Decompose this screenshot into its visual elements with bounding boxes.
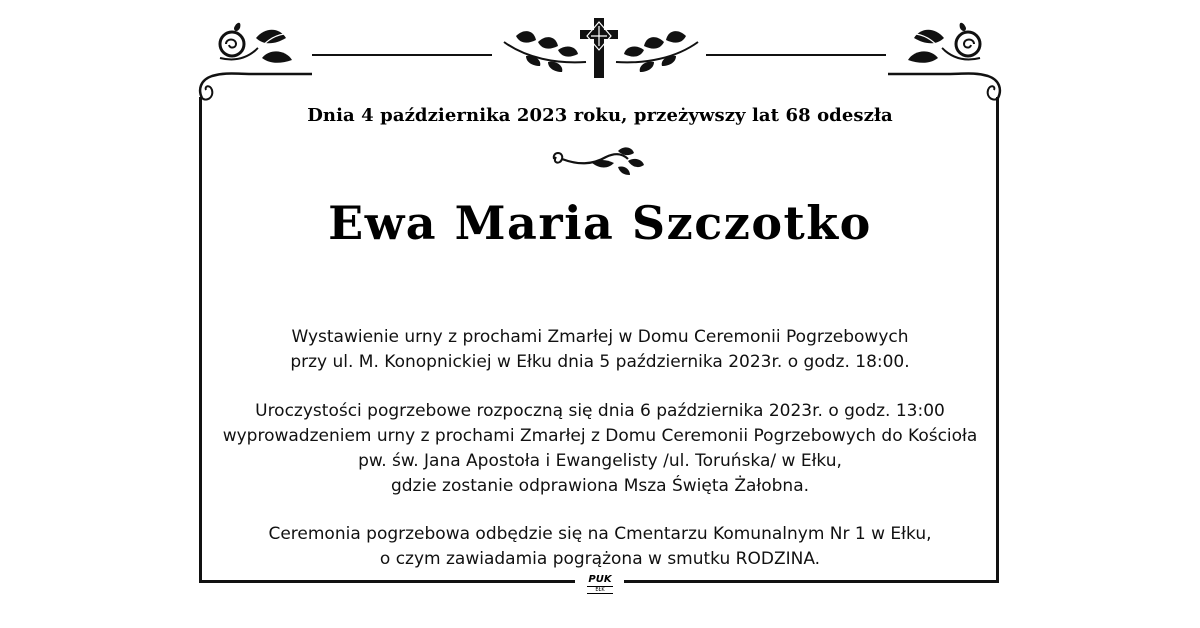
paragraph-line: wyprowadzeniem urny z prochami Zmarłej z Domu Ceremonii Pogrzebowych do Kościoła <box>222 426 978 446</box>
deceased-name: Ewa Maria Szczotko <box>328 196 872 250</box>
swirl-flourish-left-icon <box>196 18 316 100</box>
logo-sub-text: EŁK <box>587 586 613 594</box>
cross-with-laurel-icon <box>496 14 706 80</box>
logo-main-text: PUK <box>588 574 612 585</box>
paragraph-line: przy ul. M. Konopnickiej w Ełku dnia 5 października 2023r. o godz. 18:00. <box>290 352 910 372</box>
paragraph-line: pw. św. Jana Apostoła i Ewangelisty /ul. Toruńska/ w Ełku, <box>358 451 842 471</box>
puk-logo <box>582 572 618 596</box>
paragraph-line: Wystawienie urny z prochami Zmarłej w Domu Ceremonii Pogrzebowych <box>291 327 909 347</box>
leaf-flourish-icon <box>548 143 652 177</box>
funeral-ceremony-paragraph <box>200 399 1000 499</box>
swirl-flourish-right-icon <box>884 18 1004 100</box>
paragraph-line: o czym zawiadamia pogrążona w smutku RODZINA. <box>379 549 821 569</box>
paragraph-line: gdzie zostanie odprawiona Msza Święta Żałobna. <box>390 476 810 496</box>
frame-bottom-border-right <box>624 580 999 583</box>
paragraph-line: Ceremonia pogrzebowa odbędzie się na Cmentarzu Komunalnym Nr 1 w Ełku, <box>268 524 932 544</box>
cemetery-paragraph <box>200 522 1000 572</box>
urn-exhibition-paragraph <box>200 325 1000 375</box>
top-rule-right <box>706 54 886 56</box>
top-rule-left <box>312 54 492 56</box>
paragraph-line: Uroczystości pogrzebowe rozpoczną się dnia 6 października 2023r. o godz. 13:00 <box>255 401 945 421</box>
frame-bottom-border-left <box>199 580 575 583</box>
date-age-line: Dnia 4 października 2023 roku, przeżywszy lat 68 odeszła <box>307 105 893 126</box>
